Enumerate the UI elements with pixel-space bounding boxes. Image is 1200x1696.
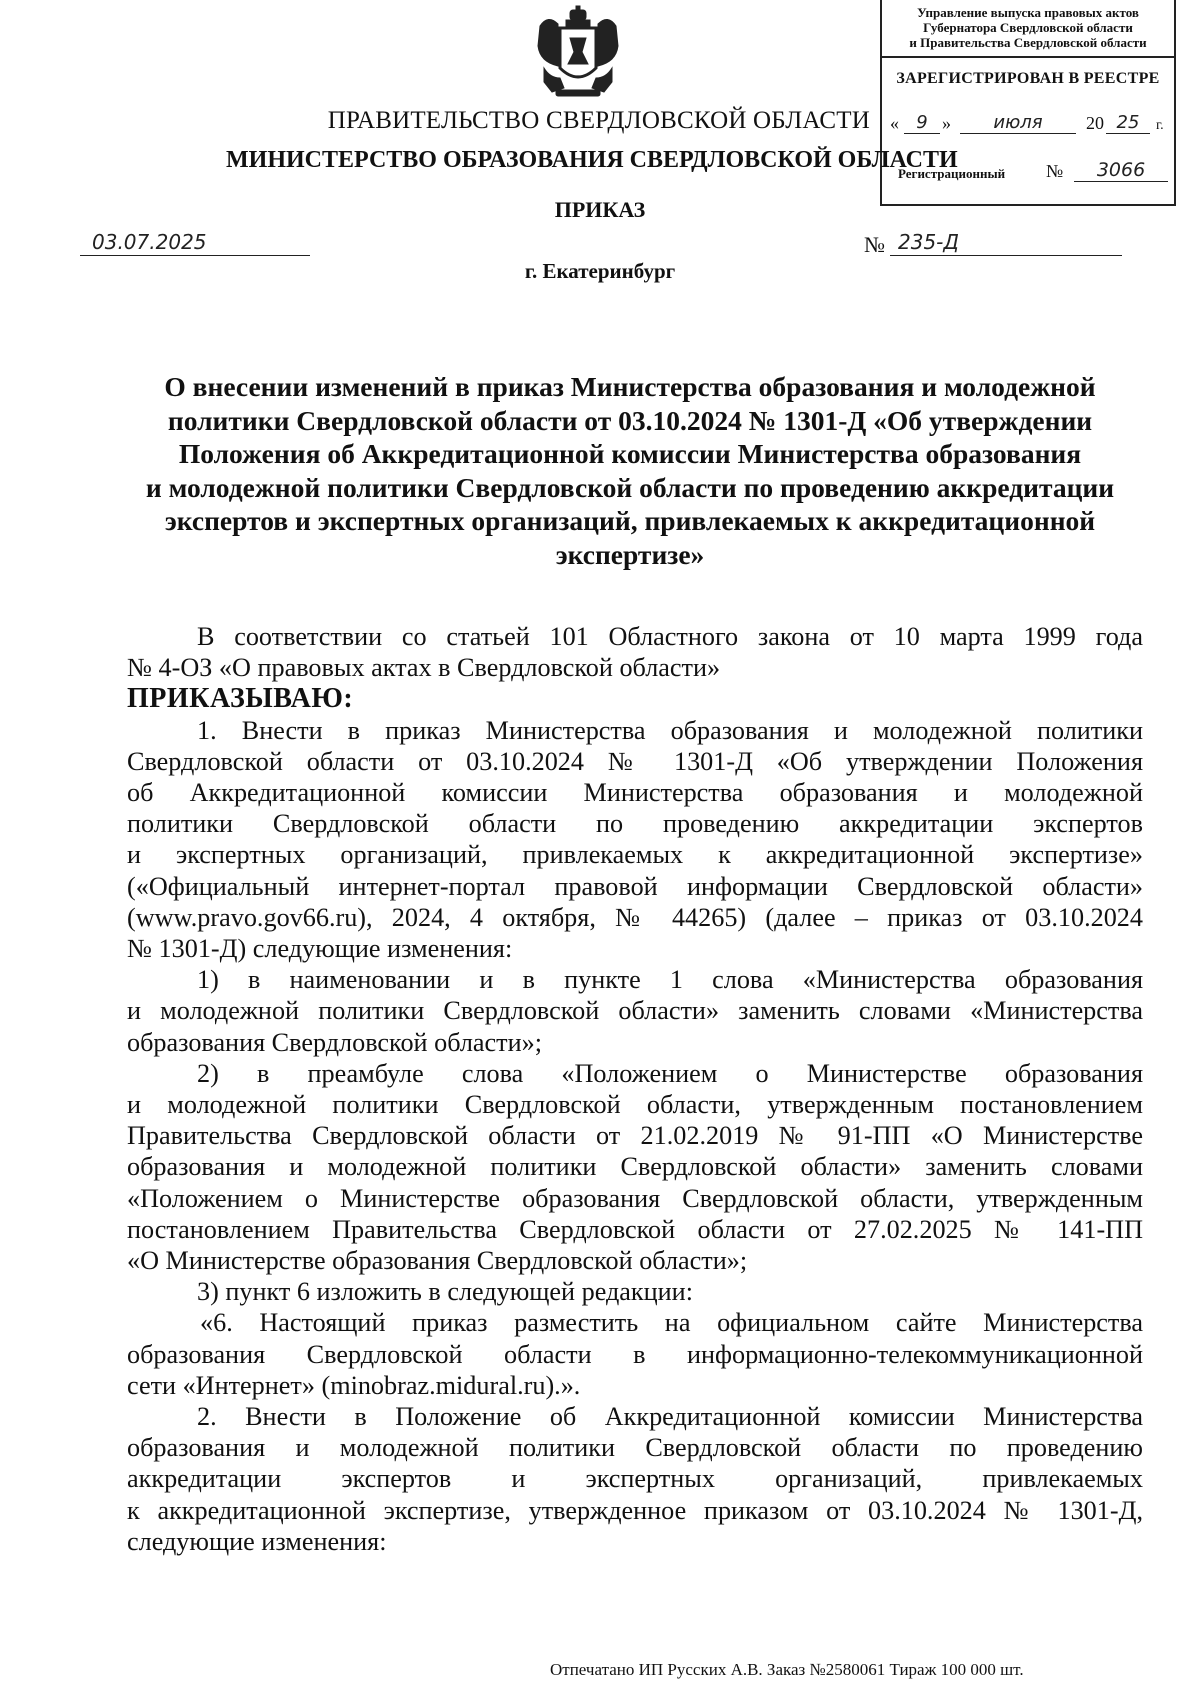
order-number-sign: № <box>864 232 885 257</box>
stamp-year-suffix: 25 <box>1106 112 1150 134</box>
subparagraph-1-3 <box>127 1276 1143 1307</box>
government-name: ПРАВИТЕЛЬСТВО СВЕРДЛОВСКОЙ ОБЛАСТИ <box>327 107 870 134</box>
text-line: 2) в преамбуле слова «Положением о Министерстве образования <box>197 1058 1143 1088</box>
order-date: 03.07.2025 <box>80 230 310 256</box>
subparagraph-1-2 <box>127 1058 1143 1276</box>
text-line: 1. Внести в приказ Министерства образования и молодежной политики <box>197 715 1143 745</box>
quoted-item-6 <box>127 1307 1143 1401</box>
text-line: политики Свердловской области по проведению аккредитации экспертов <box>127 809 1143 839</box>
preamble <box>127 621 1143 683</box>
title-line: экспертизе» <box>555 538 705 570</box>
document-body <box>127 621 1143 1557</box>
stamp-open-quote: « <box>890 113 899 133</box>
text-line: 1) в наименовании и в пункте 1 слова «Министерства образования <box>197 965 1143 995</box>
order-number: 235-Д <box>890 230 1122 256</box>
text-line: и молодежной политики Свердловской области» заменить словами «Министерства <box>127 996 1143 1026</box>
text-line: образования Свердловской области»; <box>127 1027 543 1057</box>
text-line: «Положением о Министерстве образования Свердловской области, утвержденным <box>127 1183 1143 1213</box>
ministry-name: МИНИСТЕРСТВО ОБРАЗОВАНИЯ СВЕРДЛОВСКОЙ ОБЛАСТИ <box>226 147 958 173</box>
text-line: № 4-ОЗ «О правовых актах в Свердловской области» <box>127 653 721 683</box>
title-line: О внесении изменений в приказ Министерства образования и молодежной <box>164 371 1096 402</box>
subparagraph-1-1 <box>127 964 1143 1058</box>
title-line: и молодежной политики Свердловской области по проведению аккредитации <box>145 471 1115 503</box>
stamp-close-quote: » <box>942 113 951 133</box>
city: г. Екатеринбург <box>524 259 676 283</box>
text-line: («Официальный интернет-портал правовой информации Свердловской области» <box>127 871 1143 901</box>
order-verb: ПРИКАЗЫВАЮ: <box>127 683 354 715</box>
stamp-department-line: и Правительства Свердловской области <box>909 35 1147 50</box>
text-line: 2. Внести в Положение об Аккредитационной комиссии Министерства <box>197 1402 1143 1432</box>
stamp-department-line: Управление выпуска правовых актов <box>917 5 1139 20</box>
paragraph-1 <box>127 715 1143 965</box>
stamp-department-line: Губернатора Свердловской области <box>923 20 1133 35</box>
stamp-reg-label: Регистрационный <box>898 166 1006 181</box>
text-line: Свердловской области от 03.10.2024 № 1301-Д «Об утверждении Положения <box>127 746 1143 776</box>
text-line: постановлением Правительства Свердловской области от 27.02.2025 № 141-ПП <box>127 1214 1143 1244</box>
text-line: образования Свердловской области в информационно-телекоммуникационной <box>127 1339 1143 1369</box>
text-line: В соответствии со статьей 101 Областного закона от 10 марта 1999 года <box>197 622 1143 651</box>
text-line: и экспертных организаций, привлекаемых к аккредитационной экспертизе» <box>127 840 1143 870</box>
text-line: «6. Настоящий приказ разместить на официальном сайте Министерства <box>200 1308 1143 1338</box>
stamp-month: июля <box>960 112 1076 134</box>
registration-stamp <box>880 0 1176 206</box>
title-line: Положения об Аккредитационной комиссии Министерства образования <box>178 438 1082 469</box>
stamp-reg-sign: № <box>1046 161 1064 181</box>
text-line: 3) пункт 6 изложить в следующей редакции: <box>197 1277 693 1307</box>
text-line: сети «Интернет» (minobraz.midural.ru).». <box>127 1370 581 1400</box>
text-line: и молодежной политики Свердловской области, утвержденным постановлением <box>127 1090 1143 1120</box>
stamp-reg-number: 3066 <box>1074 159 1168 182</box>
text-line: образования и молодежной политики Свердловской области» заменить словами <box>127 1152 1143 1182</box>
stamp-year-label: г. <box>1156 118 1164 133</box>
order-label: ПРИКАЗ <box>554 197 646 222</box>
paragraph-2 <box>127 1401 1143 1557</box>
document-title <box>115 370 1145 571</box>
coat-of-arms-emblem <box>530 6 626 102</box>
text-line: следующие изменения: <box>127 1526 387 1556</box>
print-info-footer: Отпечатано ИП Русских А.В. Заказ №2580061 Тираж 100 000 шт. <box>550 1660 1024 1679</box>
stamp-registration-date <box>890 110 1172 134</box>
text-line: к аккредитационной экспертизе, утвержденное приказом от 03.10.2024 № 1301-Д, <box>127 1495 1143 1525</box>
text-line: Правительства Свердловской области от 21.02.2019 № 91-ПП «О Министерстве <box>127 1121 1143 1151</box>
text-line: образования и молодежной политики Свердловской области по проведению <box>127 1433 1143 1463</box>
title-line: политики Свердловской области от 03.10.2024 № 1301-Д «Об утверждении <box>167 404 1093 436</box>
stamp-year-prefix: 20 <box>1086 113 1104 133</box>
stamp-department <box>882 0 1174 58</box>
title-line: экспертов и экспертных организаций, привлекаемых к аккредитационной <box>164 505 1096 536</box>
text-line: (www.pravo.gov66.ru), 2024, 4 октября, № 44265) (далее – приказ от 03.10.2024 <box>127 902 1143 932</box>
stamp-day: 9 <box>904 112 940 134</box>
text-line: аккредитации экспертов и экспертных организаций, привлекаемых <box>127 1464 1143 1494</box>
stamp-title: ЗАРЕГИСТРИРОВАН В РЕЕСТРЕ <box>896 70 1160 87</box>
text-line: № 1301-Д) следующие изменения: <box>127 934 513 964</box>
text-line: об Аккредитационной комиссии Министерства образования и молодежной <box>127 778 1143 808</box>
text-line: «О Министерстве образования Свердловской области»; <box>127 1246 748 1276</box>
